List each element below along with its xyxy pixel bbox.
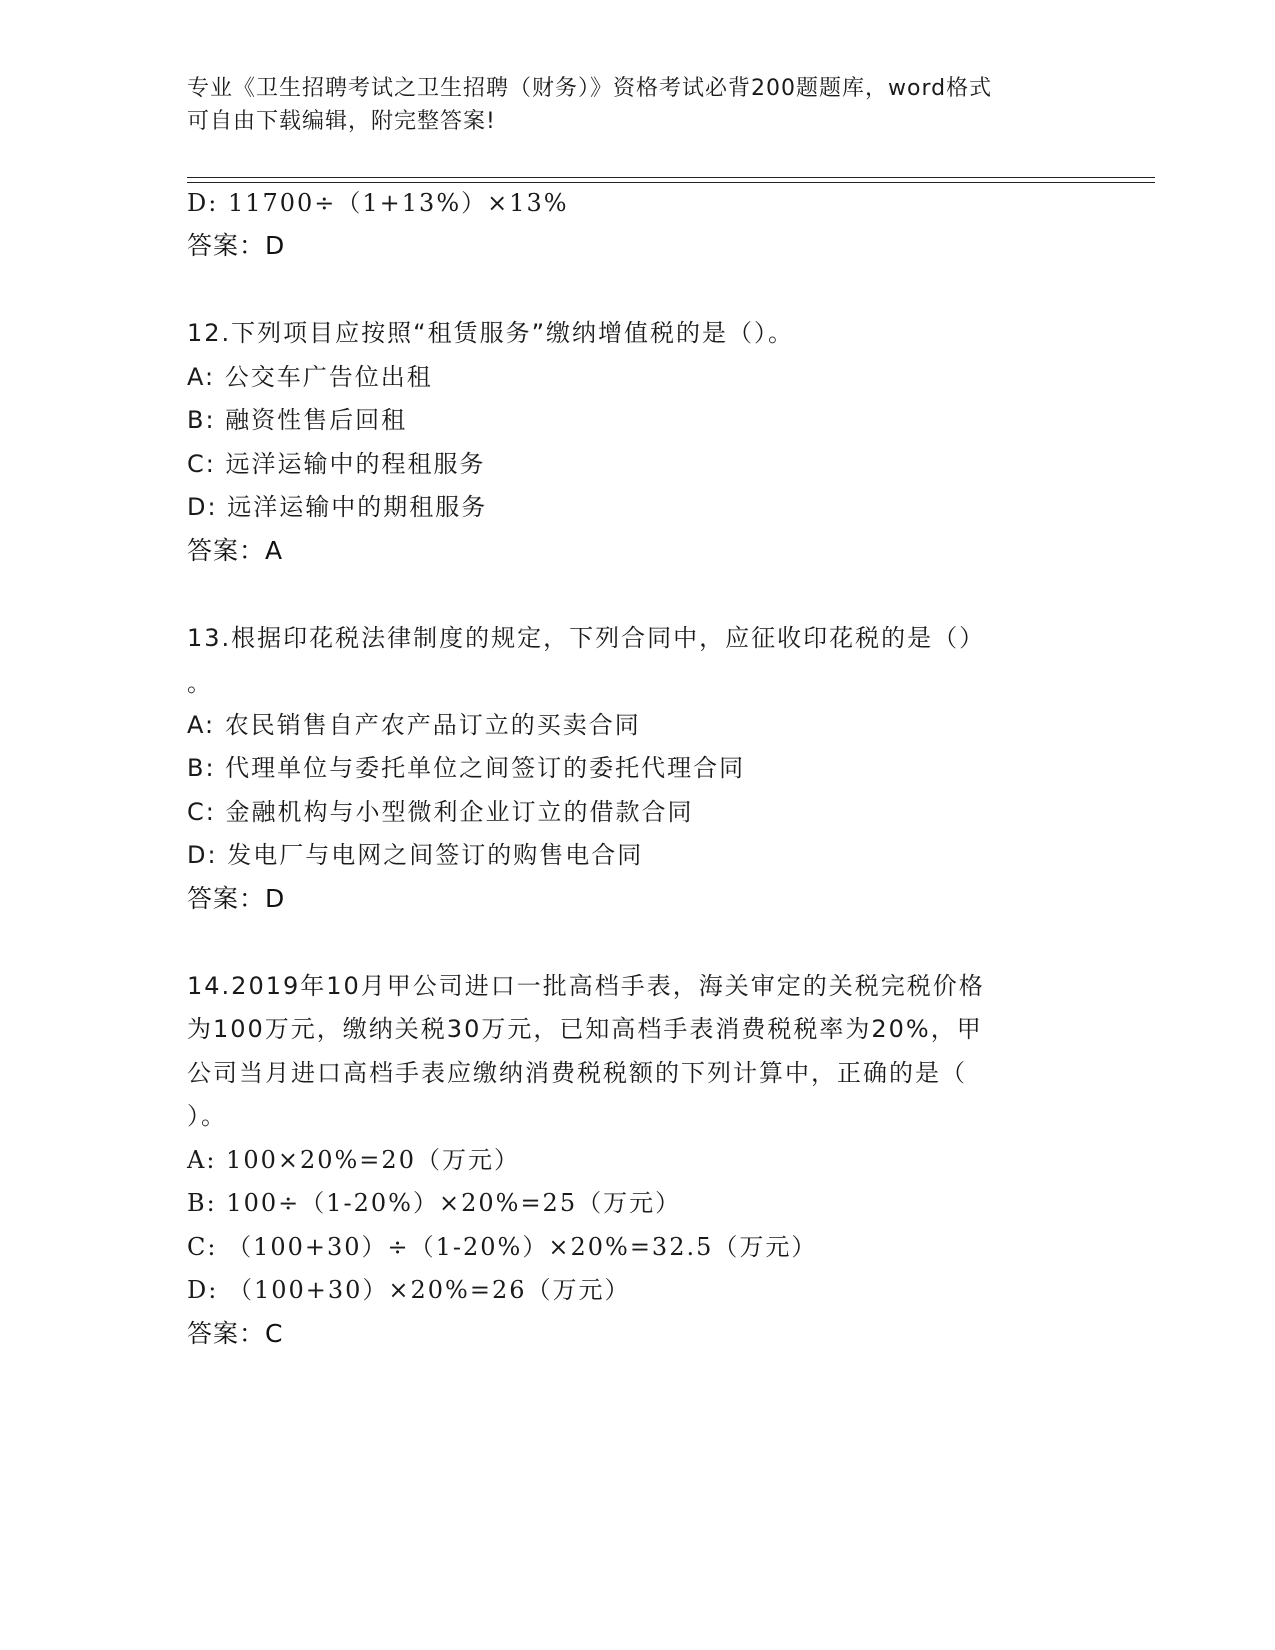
document-header [187, 72, 1067, 138]
question-stem: 12.下列项目应按照“租赁服务”缴纳增值税的是（）。 [187, 319, 795, 347]
previous-question-answer: 答案：D [187, 231, 286, 260]
question-option-a: A: 100×20%=20（万元） [187, 1146, 520, 1174]
question-stem-continued: ）。 [187, 1102, 227, 1130]
question-option-d: D: 远洋运输中的期租服务 [187, 493, 488, 521]
question-option-b: B: 代理单位与委托单位之间签订的委托代理合同 [187, 754, 746, 782]
question-option-c: C: 金融机构与小型微利企业订立的借款合同 [187, 798, 694, 826]
header-divider-top [187, 177, 1155, 178]
question-option-b: B: 融资性售后回租 [187, 406, 408, 434]
question-stem: 13.根据印花税法律制度的规定，下列合同中，应征收印花税的是（） [187, 624, 986, 652]
question-option-a: A: 农民销售自产农产品订立的买卖合同 [187, 711, 641, 739]
header-title-line-1: 专业《卫生招聘考试之卫生招聘（财务）》资格考试必背200题题库，word格式 [187, 76, 993, 101]
header-divider-bottom [187, 182, 1155, 183]
question-answer: 答案：A [187, 536, 284, 565]
previous-question-option-d: D: 11700÷（1+13%）×13% [187, 189, 569, 217]
question-stem-continued: 为100万元，缴纳关税30万元，已知高档手表消费税税率为20%，甲 [187, 1015, 983, 1043]
question-option-d: D: （100+30）×20%=26（万元） [187, 1276, 631, 1304]
question-option-c: C: 远洋运输中的程租服务 [187, 450, 486, 478]
question-stem: 14.2019年10月甲公司进口一批高档手表，海关审定的关税完税价格 [187, 972, 985, 1000]
question-answer: 答案：D [187, 884, 286, 913]
question-stem-continued: 公司当月进口高档手表应缴纳消费税税额的下列计算中，正确的是（ [187, 1059, 967, 1087]
question-option-c: C: （100+30）÷（1-20%）×20%=32.5（万元） [187, 1233, 818, 1261]
question-option-d: D: 发电厂与电网之间签订的购售电合同 [187, 841, 644, 869]
question-option-b: B: 100÷（1-20%）×20%=25（万元） [187, 1189, 682, 1217]
question-option-a: A: 公交车广告位出租 [187, 363, 433, 391]
question-stem-continued: 。 [187, 669, 213, 697]
question-answer: 答案：C [187, 1319, 284, 1348]
header-title-line-2: 可自由下载编辑，附完整答案! [187, 109, 496, 134]
